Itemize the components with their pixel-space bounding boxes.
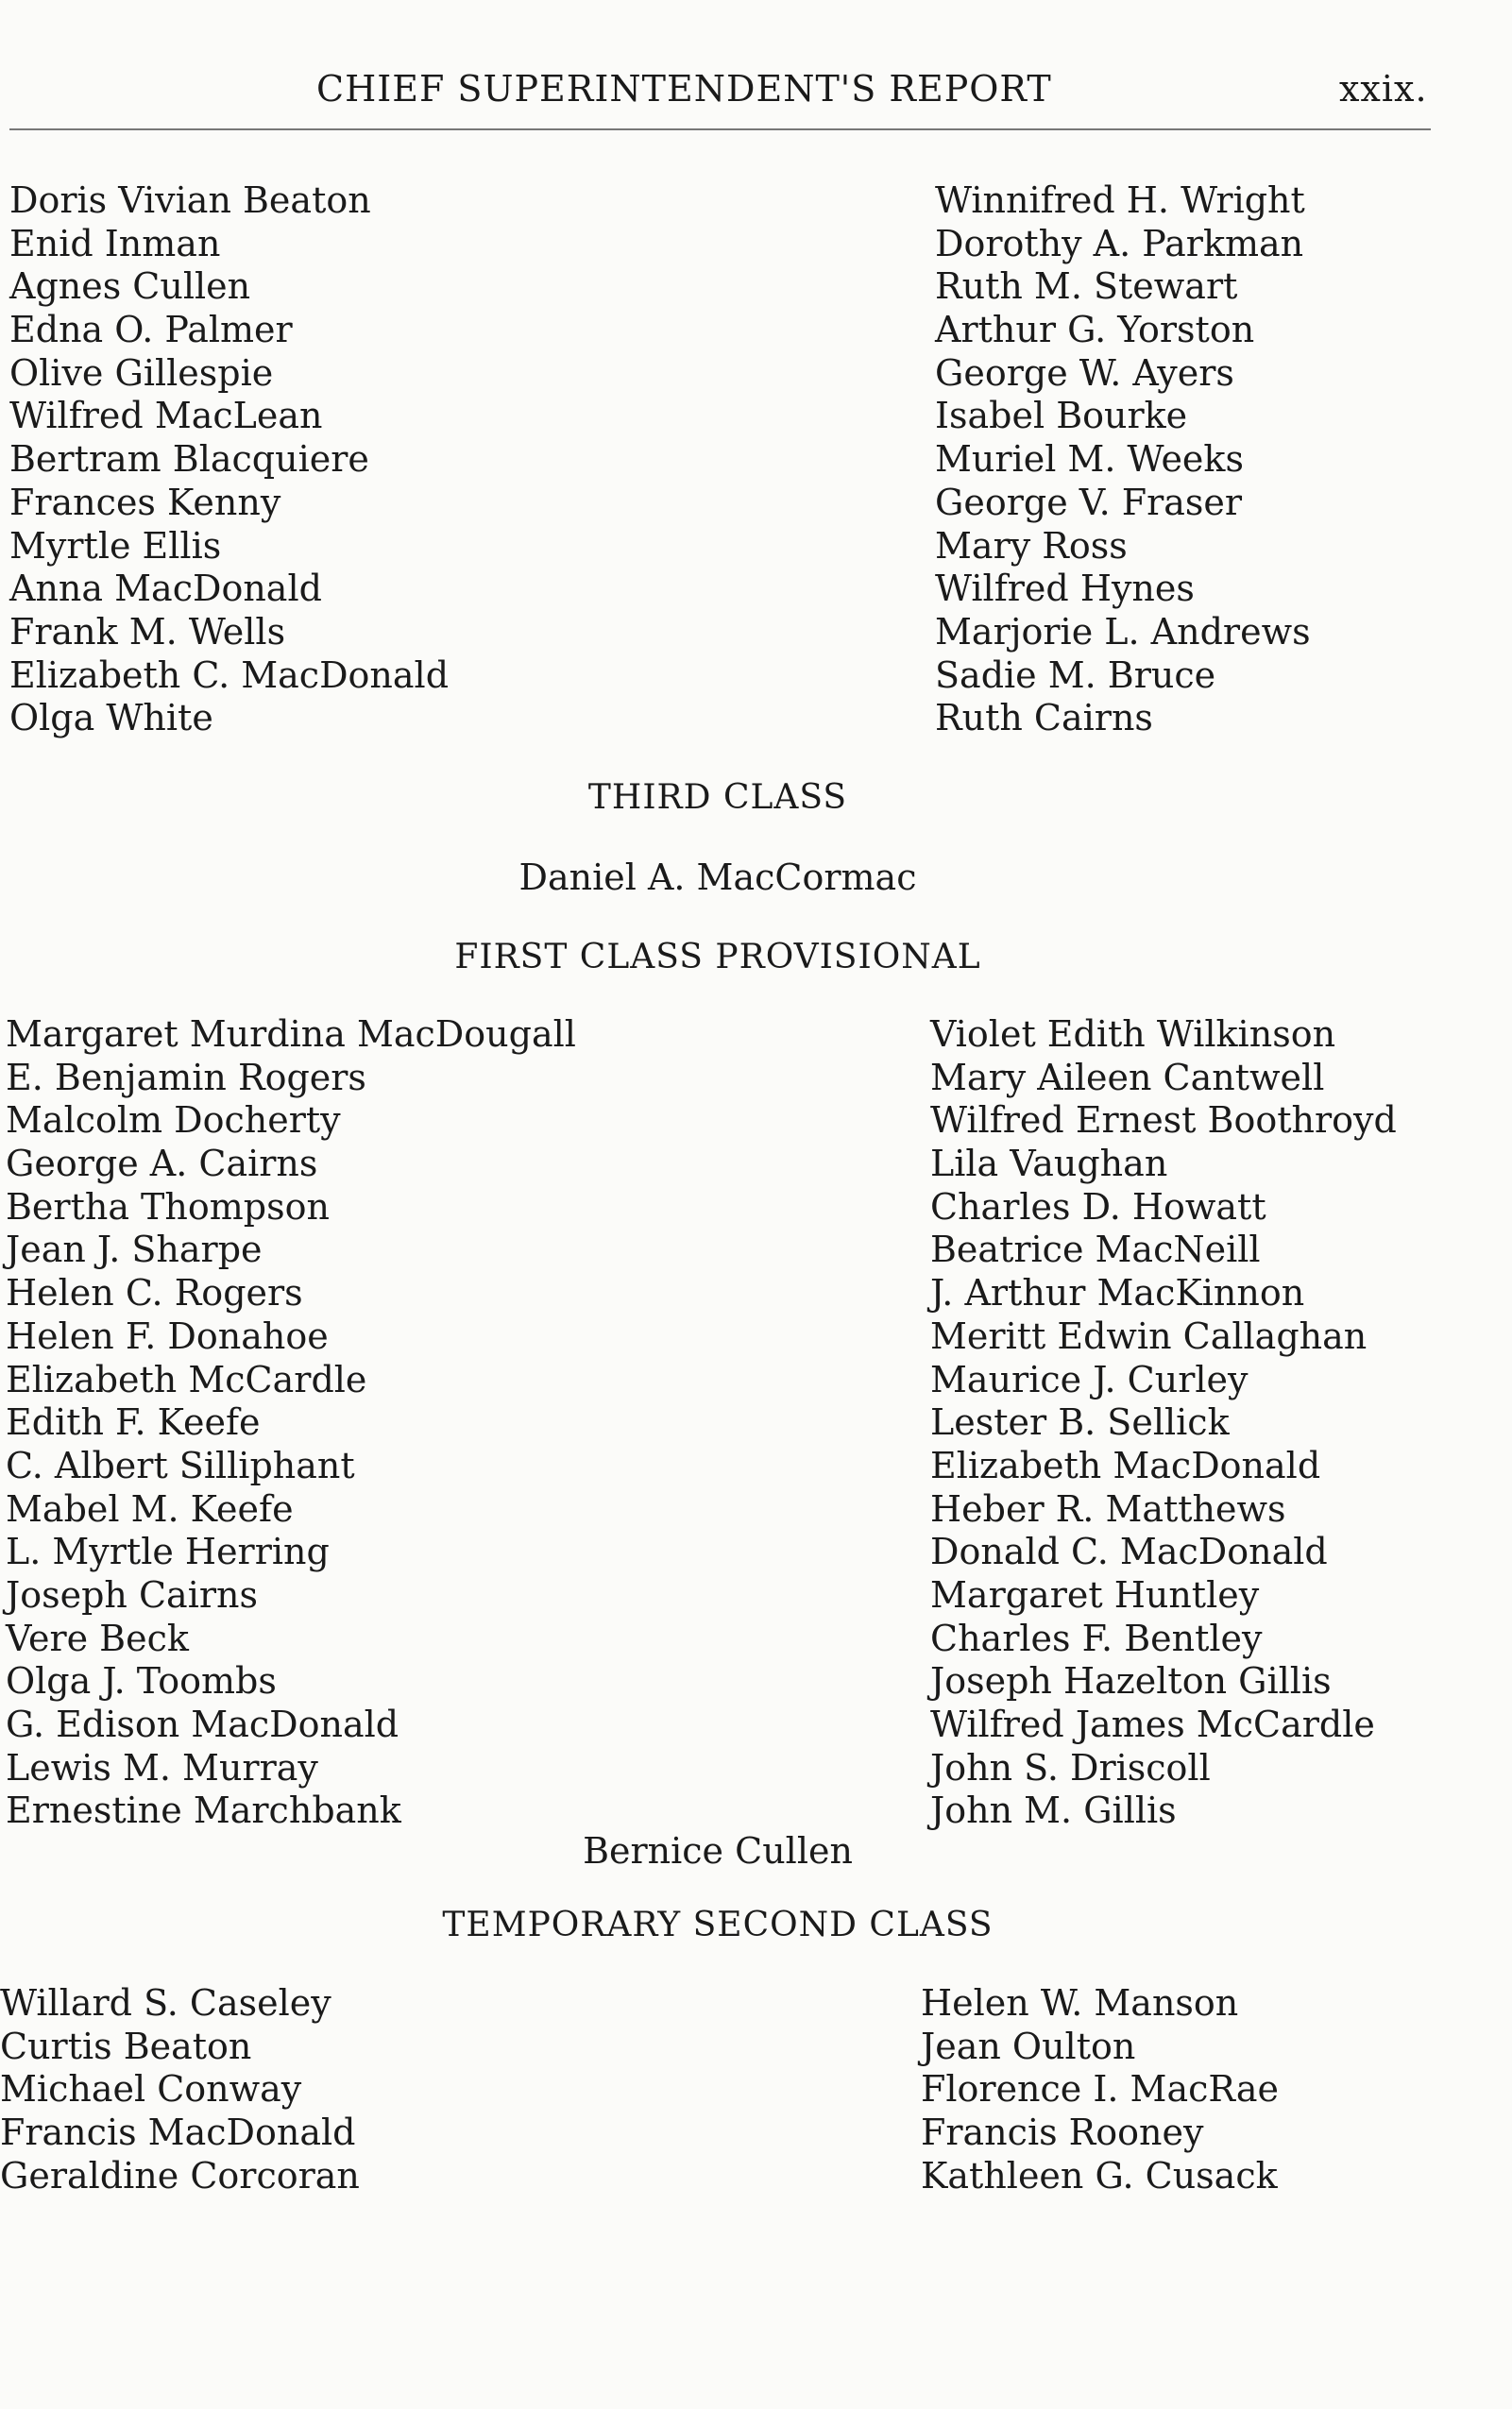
name-entry: Helen C. Rogers xyxy=(6,1272,303,1315)
name-entry: Wilfred Hynes xyxy=(935,568,1195,610)
name-entry: C. Albert Silliphant xyxy=(6,1444,355,1486)
name-entry: Helen F. Donahoe xyxy=(6,1315,329,1357)
report-title: CHIEF SUPERINTENDENT'S REPORT xyxy=(316,68,1052,110)
name-entry: E. Benjamin Rogers xyxy=(6,1056,366,1098)
name-list-temporary-left xyxy=(0,1982,360,2197)
name-entry: Charles D. Howatt xyxy=(930,1185,1266,1228)
name-entry: Arthur G. Yorston xyxy=(935,309,1255,351)
name-entry: Mary Aileen Cantwell xyxy=(930,1056,1325,1098)
name-entry: Violet Edith Wilkinson xyxy=(930,1013,1336,1055)
name-entry: Olive Gillespie xyxy=(9,351,274,394)
page-number: xxix. xyxy=(1339,68,1428,110)
name-entry: Marjorie L. Andrews xyxy=(935,610,1311,653)
third-class-heading: THIRD CLASS xyxy=(587,778,848,817)
name-entry: Joseph Hazelton Gillis xyxy=(930,1660,1332,1703)
name-entry: Margaret Huntley xyxy=(930,1573,1260,1616)
name-entry: Frances Kenny xyxy=(9,481,281,523)
temporary-second-class-heading: TEMPORARY SECOND CLASS xyxy=(442,1906,994,1944)
name-entry: Helen W. Manson xyxy=(921,1982,1239,2024)
first-class-provisional-heading: FIRST CLASS PROVISIONAL xyxy=(454,938,981,976)
name-entry: Myrtle Ellis xyxy=(9,524,222,567)
name-entry: Francis Rooney xyxy=(921,2112,1204,2154)
name-entry: Frank M. Wells xyxy=(9,610,286,653)
name-entry: Charles F. Bentley xyxy=(930,1617,1263,1659)
name-entry: Lila Vaughan xyxy=(930,1143,1168,1185)
name-entry: Elizabeth MacDonald xyxy=(930,1444,1321,1486)
name-entry: Malcolm Docherty xyxy=(6,1099,341,1142)
name-entry: Lester B. Sellick xyxy=(930,1401,1230,1444)
name-entry: Wilfred Ernest Boothroyd xyxy=(930,1099,1397,1142)
name-entry: Anna MacDonald xyxy=(9,568,322,610)
name-entry: Margaret Murdina MacDougall xyxy=(6,1013,576,1055)
name-entry: Isabel Bourke xyxy=(935,395,1188,437)
name-list-first-class-right xyxy=(930,1013,1397,1833)
name-entry: Enid Inman xyxy=(9,222,221,264)
name-entry: George W. Ayers xyxy=(935,351,1234,394)
name-entry: Edna O. Palmer xyxy=(9,309,293,351)
name-entry: Curtis Beaton xyxy=(0,2025,252,2067)
name-entry: Bertha Thompson xyxy=(6,1185,330,1228)
name-entry: Elizabeth McCardle xyxy=(6,1358,367,1400)
name-entry: Sadie M. Bruce xyxy=(935,653,1216,696)
name-entry: Ruth Cairns xyxy=(935,697,1153,739)
name-entry: Winnifred H. Wright xyxy=(935,179,1305,221)
name-entry: Olga J. Toombs xyxy=(6,1660,277,1703)
name-entry: Doris Vivian Beaton xyxy=(9,179,371,221)
name-entry: J. Arthur MacKinnon xyxy=(930,1272,1305,1315)
name-entry: Florence I. MacRae xyxy=(921,2068,1280,2111)
name-entry: Beatrice MacNeill xyxy=(930,1229,1261,1271)
name-entry: L. Myrtle Herring xyxy=(6,1531,330,1573)
name-entry: George V. Fraser xyxy=(935,481,1243,523)
name-entry: Mabel M. Keefe xyxy=(6,1487,294,1530)
first-class-center-name: Bernice Cullen xyxy=(583,1830,853,1872)
name-list-first-class-left xyxy=(6,1013,576,1833)
name-entry: John M. Gillis xyxy=(930,1790,1177,1832)
name-entry: Maurice J. Curley xyxy=(930,1358,1249,1400)
name-entry: Geraldine Corcoran xyxy=(0,2154,360,2197)
name-entry: Wilfred James McCardle xyxy=(930,1704,1375,1745)
name-entry: George A. Cairns xyxy=(6,1143,318,1185)
name-entry: G. Edison MacDonald xyxy=(6,1704,399,1745)
name-entry: Willard S. Caseley xyxy=(0,1982,331,2024)
name-entry: Bertram Blacquiere xyxy=(9,438,369,481)
name-entry: Michael Conway xyxy=(0,2068,302,2111)
name-entry: Lewis M. Murray xyxy=(6,1746,318,1789)
name-list-top-left xyxy=(9,179,449,740)
header-rule xyxy=(9,128,1431,130)
name-entry: Francis MacDonald xyxy=(0,2112,356,2154)
name-entry: Donald C. MacDonald xyxy=(930,1531,1328,1573)
page-header xyxy=(0,68,1512,125)
name-entry: Jean J. Sharpe xyxy=(6,1229,263,1271)
name-entry: Ernestine Marchbank xyxy=(6,1790,401,1832)
name-entry: Jean Oulton xyxy=(921,2025,1136,2067)
name-entry: Dorothy A. Parkman xyxy=(935,222,1304,264)
name-entry: Kathleen G. Cusack xyxy=(921,2154,1278,2197)
name-entry: Olga White xyxy=(9,697,213,739)
name-entry: Heber R. Matthews xyxy=(930,1487,1286,1530)
third-class-name: Daniel A. MacCormac xyxy=(518,857,917,898)
name-entry: Ruth M. Stewart xyxy=(935,265,1238,308)
name-entry: Mary Ross xyxy=(935,524,1128,567)
name-entry: Vere Beck xyxy=(6,1617,189,1659)
name-entry: Meritt Edwin Callaghan xyxy=(930,1315,1368,1357)
name-entry: Agnes Cullen xyxy=(9,265,251,308)
name-entry: Edith F. Keefe xyxy=(6,1401,261,1444)
name-entry: John S. Driscoll xyxy=(930,1746,1211,1789)
name-entry: Wilfred MacLean xyxy=(9,395,323,437)
name-entry: Elizabeth C. MacDonald xyxy=(9,653,450,696)
name-list-top-right xyxy=(935,179,1311,740)
name-entry: Joseph Cairns xyxy=(6,1573,259,1616)
name-entry: Muriel M. Weeks xyxy=(935,438,1244,481)
name-list-temporary-right xyxy=(921,1982,1279,2197)
